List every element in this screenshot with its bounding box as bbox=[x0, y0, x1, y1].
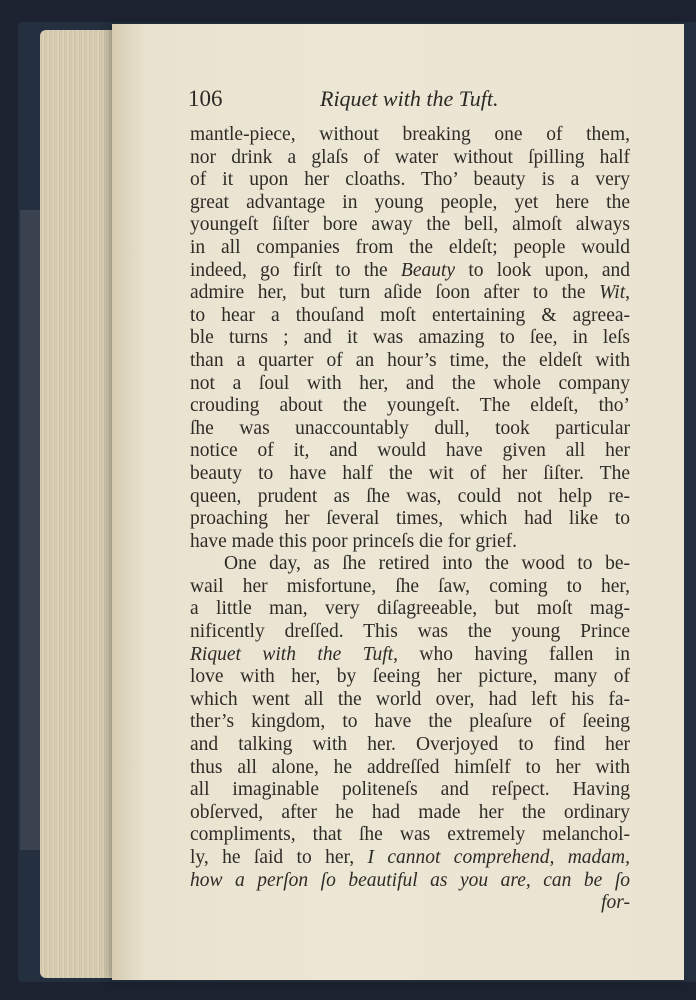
text-segment: all imaginable politeneſs and reſpect. Having bbox=[190, 779, 630, 801]
text-segment: have made this poor princeſs die for grief. bbox=[190, 530, 518, 552]
text-line bbox=[190, 824, 630, 847]
text-segment: to hear a thouſand moſt entertaining & agreea- bbox=[190, 304, 630, 326]
page-number: 106 bbox=[188, 86, 223, 111]
body-text bbox=[190, 124, 630, 915]
text-segment: indeed, go firſt to the bbox=[190, 259, 401, 281]
text-line bbox=[190, 350, 630, 373]
text-segment: a little man, very diſagreeable, but moſt mag- bbox=[190, 598, 630, 620]
text-line bbox=[190, 598, 630, 621]
text-segment: ly, he ſaid to her, bbox=[190, 847, 368, 868]
text-line bbox=[190, 621, 630, 644]
text-line bbox=[190, 486, 630, 509]
italic-text: I cannot comprehend, madam, bbox=[367, 847, 630, 868]
text-line bbox=[190, 395, 630, 418]
text-segment: obſerved, after he had made her the ordinary bbox=[190, 801, 630, 823]
text-segment: nor drink a glaſs of water without ſpilling half bbox=[190, 146, 630, 168]
text-line bbox=[190, 757, 630, 780]
text-line bbox=[190, 260, 630, 283]
italic-text: for- bbox=[601, 892, 630, 914]
text-segment: thus all alone, he addreſſed himſelf to her with bbox=[190, 756, 630, 778]
text-line bbox=[190, 644, 630, 667]
text-line bbox=[190, 847, 630, 870]
text-line bbox=[190, 124, 630, 147]
text-segment: and talking with her. Overjoyed to find her bbox=[190, 734, 630, 756]
text-segment: admire her, but turn aſide ſoon after to the bbox=[190, 282, 600, 304]
text-segment: mantle-piece, without breaking one of them, bbox=[190, 124, 630, 145]
text-line bbox=[190, 576, 630, 599]
text-segment: love with her, by ſeeing her picture, many of bbox=[190, 666, 630, 688]
text-line bbox=[190, 553, 630, 576]
page-header bbox=[188, 86, 628, 116]
text-segment: which went all the world over, had left his fa- bbox=[190, 688, 630, 710]
text-line bbox=[190, 373, 630, 396]
text-segment: wail her misfortune, ſhe ſaw, coming to her, bbox=[190, 575, 630, 597]
text-segment: compliments, that ſhe was extremely melanchol- bbox=[190, 824, 630, 846]
italic-text: how a perſon ſo beautiful as you are, can be ſo bbox=[190, 869, 630, 891]
text-line bbox=[190, 870, 630, 893]
text-line bbox=[190, 508, 630, 531]
text-segment: ble turns ; and it was amazing to ſee, in leſs bbox=[190, 327, 630, 349]
text-segment: crouding about the youngeſt. The eldeſt, tho’ bbox=[190, 395, 630, 417]
text-line bbox=[190, 305, 630, 328]
text-segment: in all companies from the eldeſt; people would bbox=[190, 236, 630, 258]
text-line bbox=[190, 779, 630, 802]
text-segment: to look upon, and bbox=[455, 259, 630, 281]
text-line bbox=[190, 734, 630, 757]
text-segment: One day, as ſhe retired into the wood to be- bbox=[224, 553, 630, 575]
text-line bbox=[190, 666, 630, 689]
text-line bbox=[190, 689, 630, 712]
text-segment: beauty to have half the wit of her ſiſter. The bbox=[190, 462, 630, 484]
text-line bbox=[190, 192, 630, 215]
text-segment: nificently dreſſed. This was the young Prince bbox=[190, 621, 630, 643]
text-line bbox=[190, 440, 630, 463]
text-segment: great advantage in young people, yet here the bbox=[190, 191, 630, 213]
catchword bbox=[190, 892, 630, 915]
text-segment: not a ſoul with her, and the whole company bbox=[190, 372, 630, 394]
text-line bbox=[190, 802, 630, 825]
italic-text: Riquet with the Tuft bbox=[190, 643, 394, 665]
text-segment: youngeſt ſiſter bore away the bell, almoſt always bbox=[190, 214, 630, 236]
text-line bbox=[190, 169, 630, 192]
text-segment: , bbox=[625, 282, 630, 304]
text-segment: ſhe was unaccountably dull, took particular bbox=[190, 417, 630, 439]
text-segment: notice of it, and would have given all her bbox=[190, 440, 630, 462]
text-line bbox=[190, 463, 630, 486]
text-segment: queen, prudent as ſhe was, could not help re- bbox=[190, 485, 630, 507]
text-segment: ther’s kingdom, to have the pleaſure of ſeeing bbox=[190, 711, 630, 733]
text-line bbox=[190, 531, 630, 554]
text-line bbox=[190, 214, 630, 237]
text-segment: , who having fallen in bbox=[393, 643, 630, 665]
running-title: Riquet with the Tuft. bbox=[320, 86, 499, 111]
text-segment: proaching her ſeveral times, which had like to bbox=[190, 508, 630, 530]
text-line bbox=[190, 282, 630, 305]
italic-text: Beauty bbox=[400, 259, 456, 281]
text-segment: than a quarter of an hour’s time, the eldeſt with bbox=[190, 349, 630, 371]
italic-text: Wit bbox=[599, 282, 626, 304]
text-segment: of it upon her cloaths. Tho’ beauty is a very bbox=[190, 169, 630, 191]
text-line bbox=[190, 147, 630, 170]
text-line bbox=[190, 327, 630, 350]
text-line bbox=[190, 237, 630, 260]
text-line bbox=[190, 711, 630, 734]
text-line bbox=[190, 418, 630, 441]
